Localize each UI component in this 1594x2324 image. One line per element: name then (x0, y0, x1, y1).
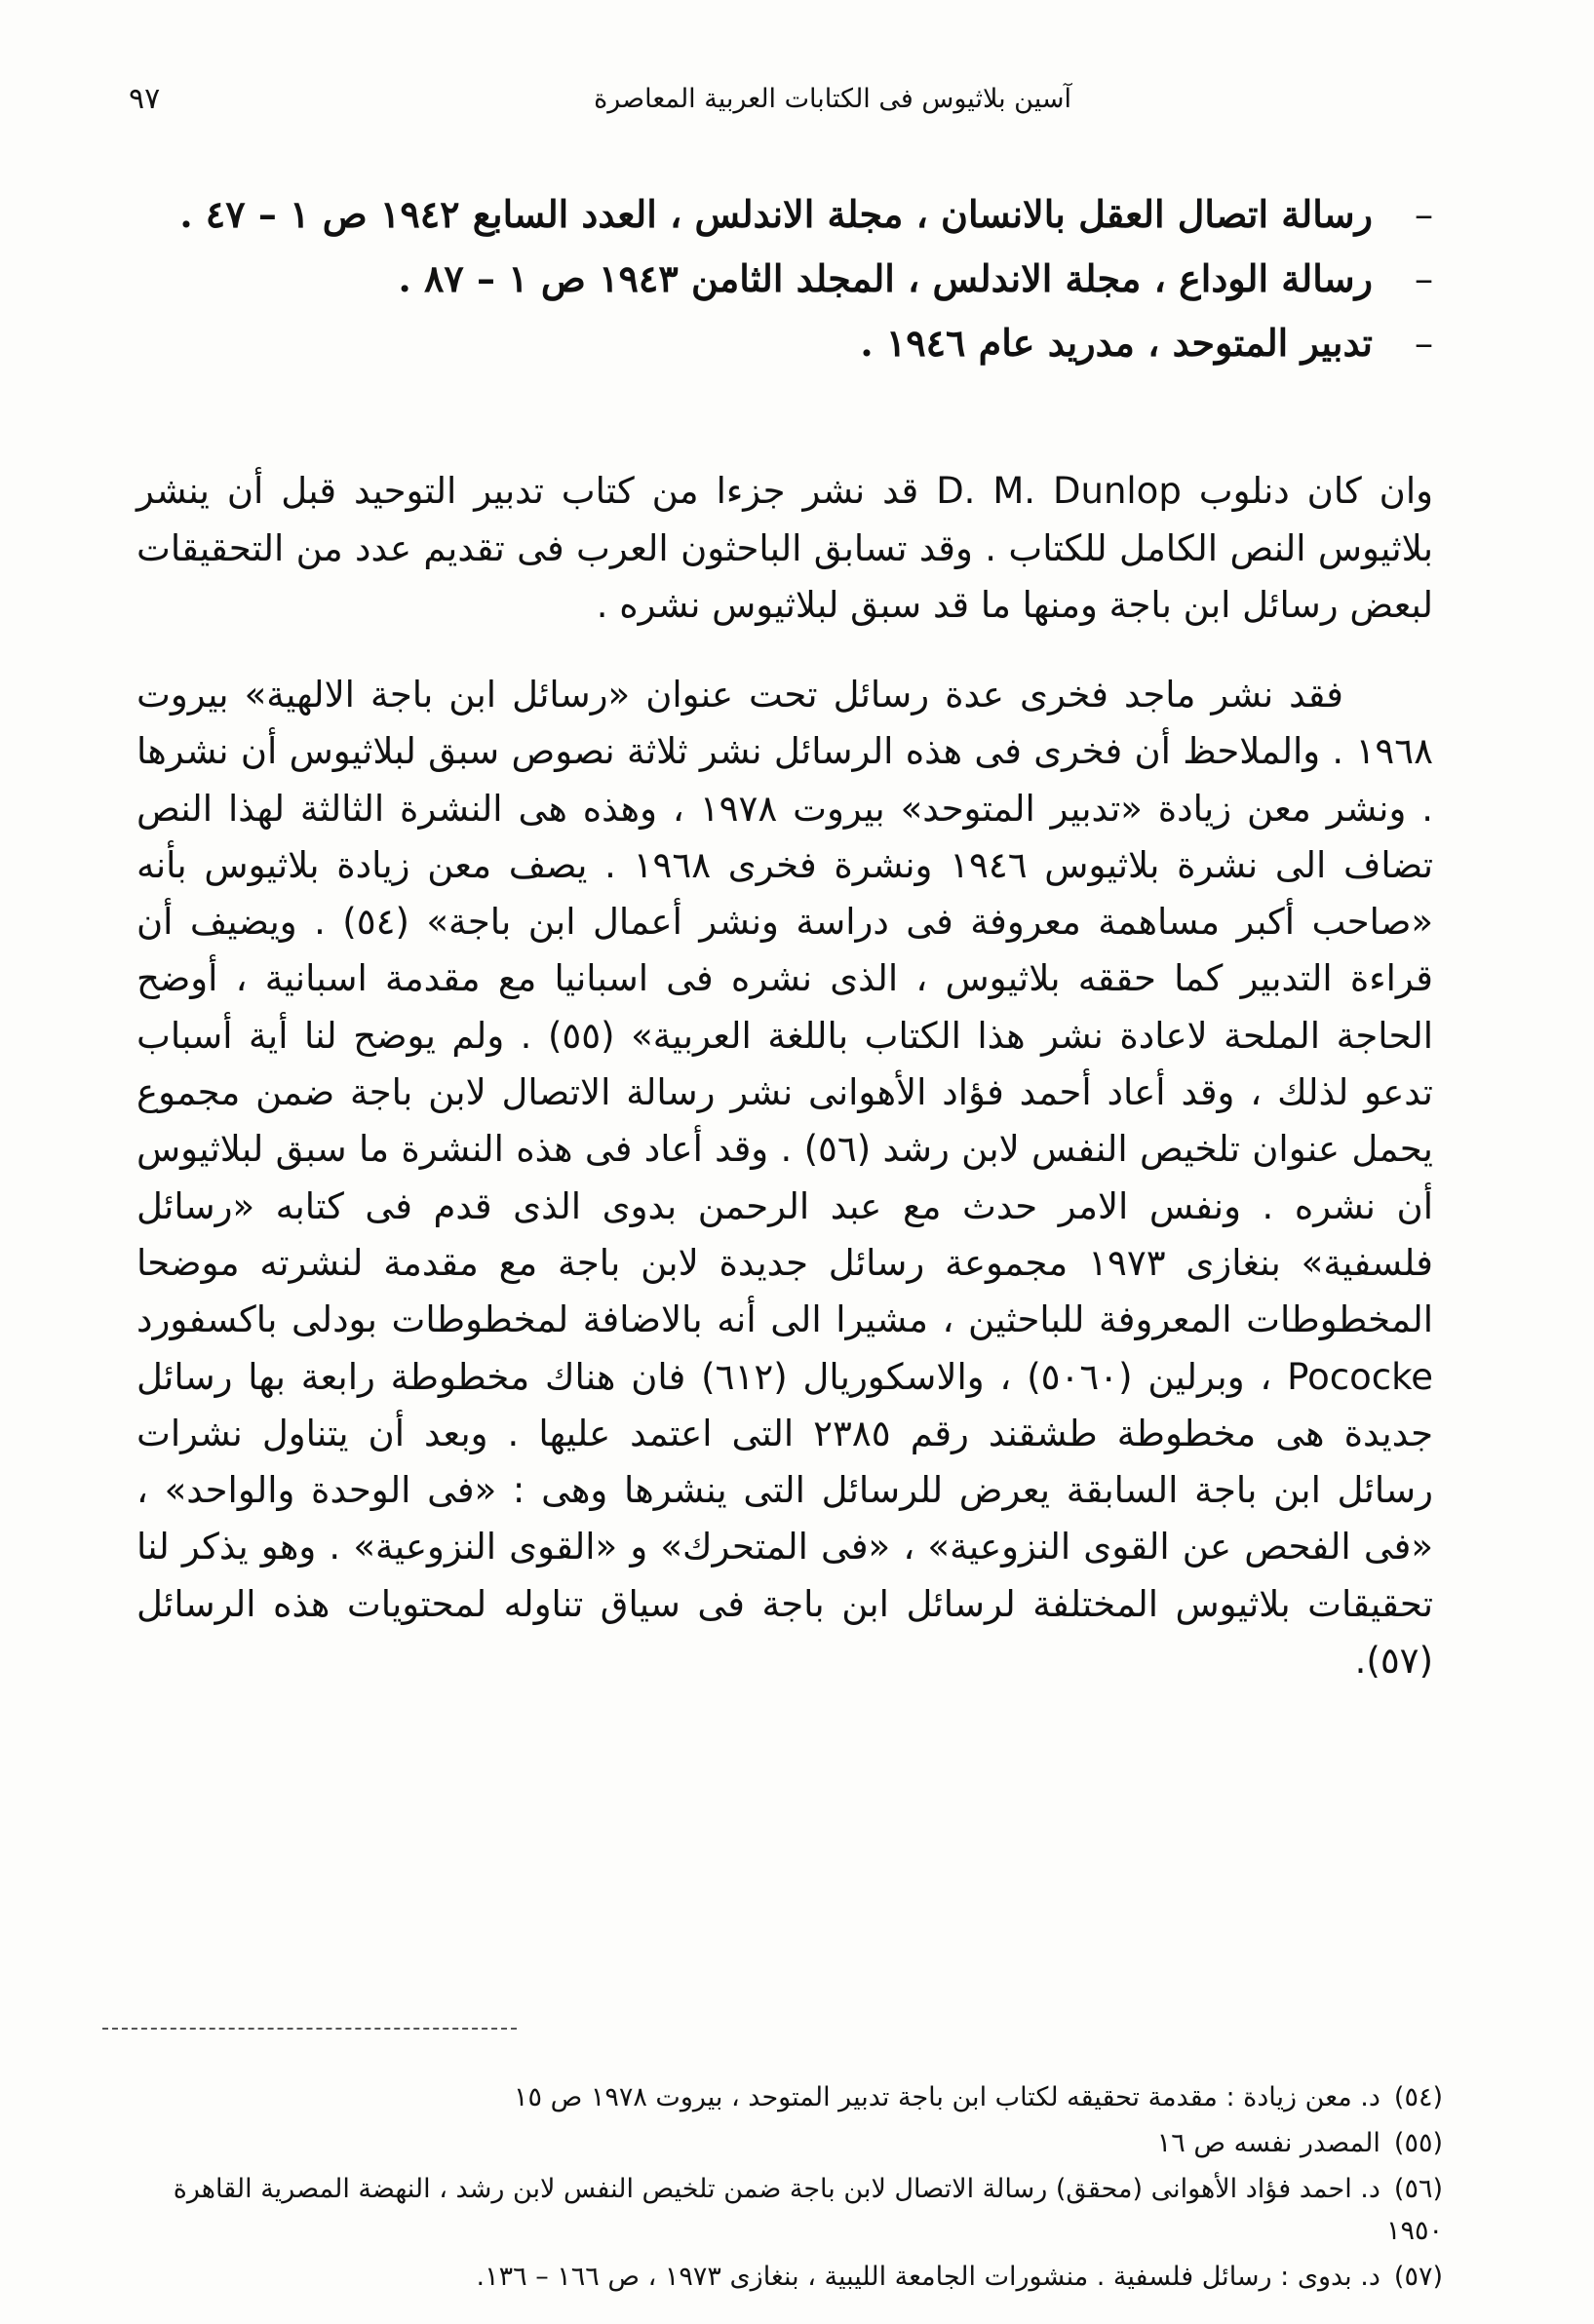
bibliography-item (127, 185, 1433, 244)
page-number: ٩٧ (129, 82, 161, 116)
list-dash: – (1415, 193, 1433, 236)
footnote (117, 2256, 1443, 2298)
bibliography-item-text: تدبير المتوحد ، مدريد عام ١٩٤٦ . (860, 321, 1373, 365)
bibliography-item (127, 250, 1433, 308)
list-dash: – (1415, 257, 1433, 300)
footnote-number: (٥٤) (1393, 2082, 1443, 2112)
running-header (129, 82, 1458, 128)
footnote-number: (٥٧) (1393, 2262, 1443, 2292)
bibliography-item-text: رسالة الوداع ، مجلة الاندلس ، المجلد الثامن ١٩٤٣ ص ١ – ٨٧ . (398, 256, 1373, 300)
footnote-text: د. احمد فؤاد الأهوانى (محقق) رسالة الاتصال لابن باجة ضمن تلخيص النفس لابن رشد ، النهضة المصرية القاهرة ١٩٥٠ (173, 2174, 1443, 2246)
footnote-text: المصدر نفسه ص ١٦ (1156, 2128, 1380, 2158)
bibliography-item (127, 314, 1433, 372)
footnote-text: د. بدوى : رسائل فلسفية . منشورات الجامعة الليبية ، بنغازى ١٩٧٣ ، ص ١٦٦ – ١٣٦. (476, 2262, 1380, 2292)
footnote (117, 2076, 1443, 2118)
footnote-number: (٥٥) (1393, 2128, 1443, 2158)
intro-paragraph: وان كان دنلوب D. M. Dunlop قد نشر جزءا من كتاب تدبير التوحيد قبل أن ينشر بلاثيوس النص الكامل للكتاب . وقد تسابق الباحثون العرب فى تقديم عدد من التحقيقات لبعض رسائل ابن باجة ومنها ما قد سبق لبلاثيوس نشره . (136, 470, 1433, 626)
list-dash: – (1415, 322, 1433, 365)
footnotes-list (117, 2076, 1443, 2302)
main-paragraph: فقد نشر ماجد فخرى عدة رسائل تحت عنوان «رسائل ابن باجة الالهية» بيروت ١٩٦٨ . والملاحظ أن فخرى فى هذه الرسائل نشر ثلاثة نصوص سبق لبلاثيوس أن نشرها . ونشر معن زيادة «تدبير المتوحد» بيروت ١٩٧٨ ، وهذه هى النشرة الثالثة لهذا النص تضاف الى نشرة بلاثيوس ١٩٤٦ ونشرة فخرى ١٩٦٨ . يصف معن زيادة بلاثيوس بأنه «صاحب أكبر مساهمة معروفة فى دراسة ونشر أعمال ابن باجة» (٥٤) . ويضيف أن قراءة التدبير كما حققه بلاثيوس ، الذى نشره فى اسبانيا مع مقدمة اسبانية ، أوضح الحاجة الملحة لاعادة نشر هذا الكتاب باللغة العربية» (٥٥) . ولم يوضح لنا أية أسباب تدعو لذلك ، وقد أعاد أحمد فؤاد الأهوانى نشر رسالة الاتصال لابن باجة ضمن مجموع يحمل عنوان تلخيص النفس لابن رشد (٥٦) . وقد أعاد فى هذه النشرة ما سبق لبلاثيوس أن نشره . ونفس الامر حدث مع عبد الرحمن بدوى الذى قدم فى كتابه «رسائل فلسفية» بنغازى ١٩٧٣ مجموعة رسائل جديدة لابن باجة مع مقدمة لنشرته موضحا المخطوطات المعروفة للباحثين ، مشيرا الى أنه بالاضافة لمخطوطات بودلى باكسفورد Pococke ، وبرلين (٥٠٦٠) ، والاسكوريال (٦١٢) فان هناك مخطوطة رابعة بها رسائل جديدة هى مخطوطة طشقند رقم ٢٣٨٥ التى اعتمد عليها . وبعد أن يتناول نشرات رسائل ابن باجة السابقة يعرض للرسائل التى ينشرها وهى : «فى الوحدة والواحد» ، «فى الفحص عن القوى النزوعية» ، «فى المتحرك» و «القوى النزوعية» . وهو يذكر لنا تحقيقات بلاثيوس المختلفة لرسائل ابن باجة فى سياق تناوله لمحتويات هذه الرسائل (٥٧). (136, 674, 1433, 1683)
bibliography-item-text: رسالة اتصال العقل بالانسان ، مجلة الاندلس ، العدد السابع ١٩٤٢ ص ١ – ٤٧ . (179, 192, 1373, 236)
footnote (117, 2122, 1443, 2164)
running-title: آسين بلاثيوس فى الكتابات العربية المعاصرة (594, 84, 1071, 114)
footnote-text: د. معن زيادة : مقدمة تحقيقه لكتاب ابن باجة تدبير المتوحد ، بيروت ١٩٧٨ ص ١٥ (513, 2082, 1380, 2112)
bibliography-list (127, 185, 1433, 378)
footnote-number: (٥٦) (1393, 2174, 1443, 2204)
footnote (117, 2168, 1443, 2252)
footnote-divider (102, 2028, 517, 2030)
